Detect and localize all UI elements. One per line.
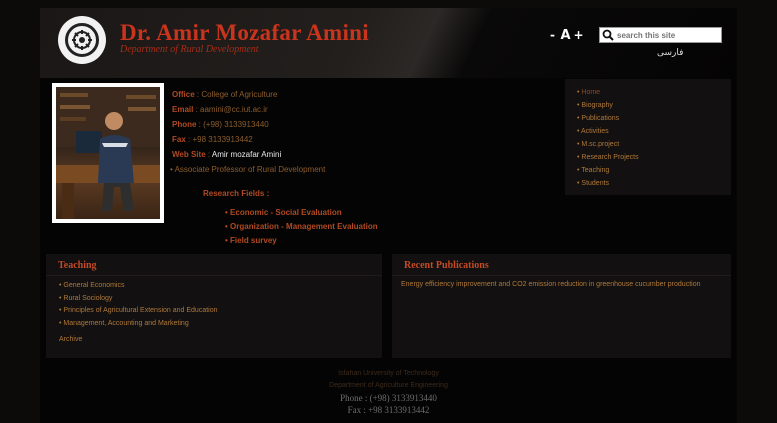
office-row: Office : College of Agriculture — [172, 90, 278, 99]
research-field-item: • Economic - Social Evaluation — [225, 206, 378, 220]
increase-font-button[interactable]: + — [573, 28, 584, 42]
profile-photo — [52, 83, 164, 223]
footer-fax: Fax : +98 3133913442 — [347, 405, 430, 415]
course-item[interactable]: • General Economics — [59, 280, 382, 293]
website-link[interactable]: Amir mozafar Amini — [211, 150, 282, 159]
nav-item-teaching[interactable]: • Teaching — [577, 164, 731, 177]
contact-info — [172, 87, 281, 162]
site-title[interactable]: Dr. Amir Mozafar Amini — [120, 20, 369, 45]
nav-item-activities[interactable]: • Activities — [577, 125, 731, 138]
teaching-panel — [46, 254, 382, 358]
site-footer — [40, 368, 737, 416]
research-fields-title: Research Fields : — [203, 189, 270, 198]
email-row: Email : aamini@cc.iut.ac.ir — [172, 105, 268, 114]
nav-item-biography[interactable]: • Biography — [577, 99, 731, 112]
footer-phone: Phone : (+98) 3133913440 — [340, 393, 437, 403]
teaching-list — [46, 280, 382, 330]
decrease-font-button[interactable]: - — [550, 28, 555, 42]
nav-item-home[interactable]: • Home — [577, 86, 731, 99]
phone-row: Phone : (+98) 3133913440 — [172, 120, 269, 129]
office-value: College of Agriculture — [201, 90, 278, 99]
website-label: Web Site — [172, 150, 206, 159]
nav-item-publications[interactable]: • Publications — [577, 112, 731, 125]
search-box — [599, 27, 722, 43]
teaching-title: Teaching — [58, 260, 97, 271]
university-logo[interactable] — [58, 16, 106, 64]
publication-item[interactable]: Energy efficiency improvement and CO2 emission reduction in greenhouse cucumber production — [401, 281, 701, 288]
archive-link[interactable]: Archive — [59, 336, 83, 343]
research-field-item: • Field survey — [225, 234, 378, 248]
research-fields-list — [225, 206, 378, 248]
email-label: Email — [172, 105, 194, 114]
office-label: Office — [172, 90, 195, 99]
nav-item-research-projects[interactable]: • Research Projects — [577, 151, 731, 164]
profile-photo-image — [56, 87, 160, 219]
footer-department: Department of Agriculture Engineering — [329, 382, 448, 389]
academic-position: • Associate Professor of Rural Development — [170, 165, 325, 174]
course-item[interactable]: • Rural Sociology — [59, 293, 382, 306]
fax-label: Fax — [172, 135, 186, 144]
publications-panel — [392, 254, 731, 358]
logo-emblem-icon — [65, 23, 99, 57]
footer-university: Isfahan University of Technology — [338, 370, 439, 377]
site-header — [40, 8, 737, 78]
reset-font-button[interactable]: A — [560, 27, 571, 43]
nav-item-students[interactable]: • Students — [577, 177, 731, 190]
language-switch-link[interactable]: فارسی — [657, 48, 684, 58]
fax-value: +98 3133913442 — [192, 135, 253, 144]
gear-emblem-icon — [71, 29, 93, 51]
website-row: Web Site : Amir mozafar Amini — [172, 150, 282, 159]
phone-label: Phone — [172, 120, 197, 129]
research-field-item: • Organization - Management Evaluation — [225, 220, 378, 234]
divider — [46, 275, 382, 276]
site-subtitle: Department of Rural Development — [120, 44, 259, 55]
sidebar-nav — [565, 79, 731, 195]
course-item[interactable]: • Management, Accounting and Marketing — [59, 318, 382, 331]
page-container — [40, 8, 737, 423]
fax-row: Fax : +98 3133913442 — [172, 135, 253, 144]
search-input[interactable] — [614, 31, 717, 40]
email-value[interactable]: aamini@cc.iut.ac.ir — [200, 105, 268, 114]
publications-title: Recent Publications — [404, 260, 489, 271]
font-size-controls — [547, 29, 584, 41]
phone-value: (+98) 3133913440 — [203, 120, 269, 129]
search-icon[interactable] — [602, 28, 614, 42]
nav-item-msc-project[interactable]: • M.sc.project — [577, 138, 731, 151]
course-item[interactable]: • Principles of Agricultural Extension and Education — [59, 305, 382, 318]
